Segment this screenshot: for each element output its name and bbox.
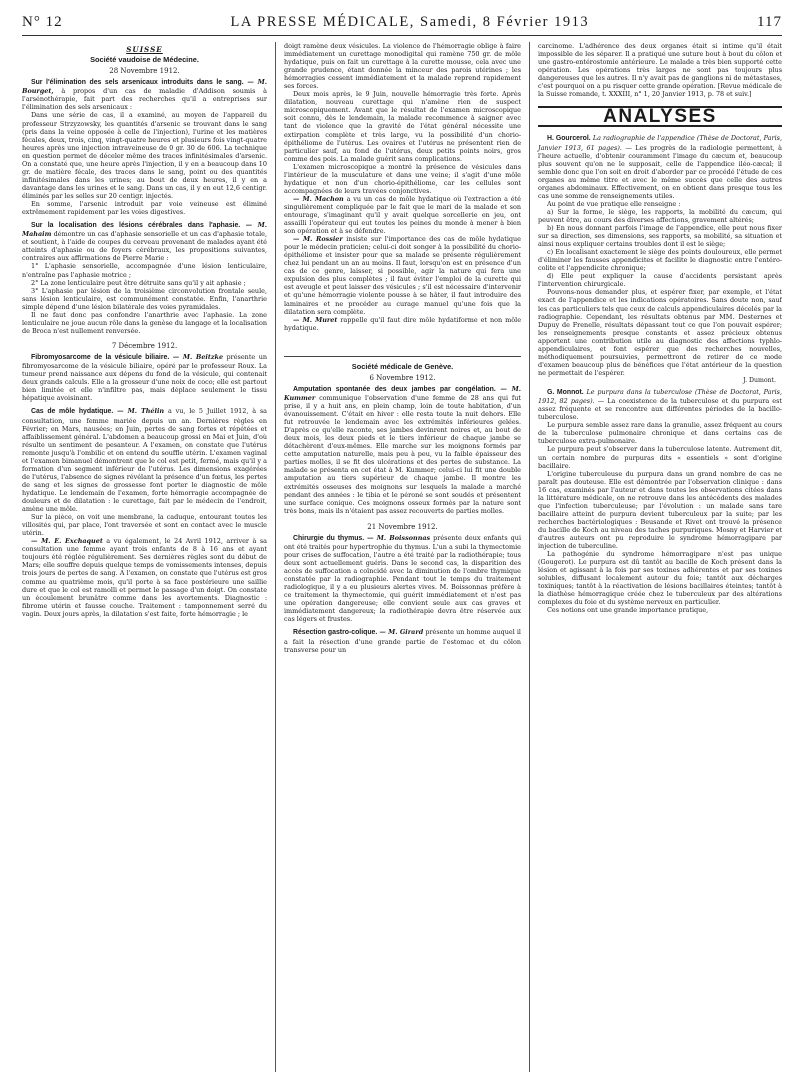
- paragraph: Pouvons-nous demander plus, et espérer fixer, par exemple, et l'état exact de l'appendice et les indications opératoires. Sans doute non, sauf les cas particuliers tels que ceux de calculs appendiculaires décelés par la radiographie. Cependant, les résultats obtenus par MM. Desternes et Dupuy de Frenelle, résultats dépassant tout ce que l'on pouvait espérer; les renseignements presque constants et assez précieux obtenus apportent une contribution utile au diagnostic des affections typhlo-appendiculaires, et font espérer que des recherches nouvelles, méthodiquement poursuivies, permettront de retirer de ce mode d'examen beaucoup plus de bénéfices que l'état antérieur de la question ne permettait de l'espérer.: [538, 288, 782, 377]
- review-gourcerol: [538, 134, 782, 200]
- article-thymus: [284, 534, 521, 624]
- meeting-date: 21 Novembre 1912.: [367, 522, 438, 531]
- paragraph: a vu, le 5 Juillet 1912, à sa consultation, une femme mariée depuis un an. Dernières règles en Février; en Mars, nausées; en Juin, pertes de sang fortes et répétées et affaiblissement général. L'abdomen a beaucoup grossi en Mai et Juin, d'où résulte un sentiment de pesanteur. A l'examen, on constate que l'utérus remonte jusqu'à l'ombilic et on entend du souffle utérin. L'examen vaginal et l'examen bimanuel démontrent que le col est petit, fermé, mais qu'il y a formation d'un segment inférieur de l'utérus. Les dimensions exagérées de l'utérus, l'absence de signes révélant la présence d'un fœtus, les pertes de sang et les signes de grossesse font porter le diagnostic de môle hydatique. Le lendemain de l'examen, forte hémorragie accompagnée de douleurs et de dilatation : le curettage, fait par le médecin de l'endroit, amène une môle.: [22, 407, 268, 514]
- column-2: [276, 42, 530, 1072]
- paragraph: La pathogénie du syndrome hémorragipare n'est pas unique (Gougerot). Le purpura est dû tantôt au bacille de Koch présent dans la lésion et agissant à la fois par ses toxines adhérentes et par ses toxines solubles, diffusant localement autour du foie; tantôt aux décharges toxiniques; tantôt à la réactivation de lésions bacillaires éteintes; tantôt à la diathèse hémorragique créée chez le tuberculeux par des altérations complexes du foie et du système nerveux en particulier.: [538, 550, 782, 607]
- paragraph: Il ne faut donc pas confondre l'anarthrie avec l'aphasie. La zone lenticulaire ne joue aucun rôle dans la genèse du langage et la localisation de Broca n'est nullement renversée.: [22, 310, 267, 335]
- paragraph: à propos d'un cas de maladie d'Addison soumis à l'arsénothérapie, fait part des recherches qu'il a entreprises sur l'élimination des sels arsenicaux :: [22, 87, 267, 112]
- article-resection: [284, 628, 521, 653]
- article-author: — M. Beitzke: [172, 352, 224, 361]
- article-mole: [22, 407, 267, 513]
- article-elimination: [22, 78, 267, 111]
- article-title: Résection gastro-colique.: [293, 629, 378, 637]
- list-item: b) En nous donnant parfois l'image de l'appendice, elle peut nous fixer sur sa direction, ses dimensions, ses rapports, sa mobilité, sa situation et ainsi nous expliquer certains troubles dont il est le siège;: [538, 224, 782, 249]
- paragraph-text: rappelle qu'il faut dire môle hydatiforme et non môle hydatique.: [284, 315, 522, 332]
- article-author: — M. Thélin: [117, 407, 165, 416]
- list-item: a) Sur la forme, le siège, les rapports, la mobilité du cæcum, qui peuvent être, au cours des diverses affections, gravement altérés;: [538, 207, 782, 224]
- article-author: — M. Bourget,: [22, 78, 268, 96]
- paragraph: [284, 235, 521, 315]
- reviewer-signature: J. Dumont.: [743, 376, 776, 384]
- paragraph: En somme, l'arsenic introduit par voie veineuse est éliminé extrêmement rapidement par les voies digestives.: [22, 200, 267, 217]
- paragraph: [284, 195, 521, 235]
- article-title: Chirurgie du thymus.: [293, 534, 365, 542]
- article-amputation: [284, 385, 521, 515]
- article-author: — M. Kummer: [284, 384, 522, 402]
- paragraph: L'examen microscopique a montré la présence de vésicules dans l'intérieur de la musculature et dans une veine; il s'agit d'une môle hydatique et non d'un chorio-épithéliome, car les cellules sont accompagnées de leurs travées conjonctives.: [284, 162, 521, 195]
- paragraph: — La coexistence de la tuberculose et du purpura est assez fréquente et se rencontre aux différentes périodes de la bacillo-tuberculose.: [538, 397, 782, 422]
- article-author: — M. Rossier: [293, 235, 343, 244]
- paragraph: Le purpura semble assez rare dans la granulie, assez fréquent au cours de la tuberculose pulmonaire chronique et dans certains cas de tuberculose extra-pulmonaire.: [538, 421, 782, 446]
- article-author: — M. Boissonnas: [367, 533, 431, 542]
- paragraph: présente un homme auquel il a fait la résection d'une grande partie de l'estomac et du côlon transverse pour un: [284, 628, 521, 654]
- paragraph: Sur la pièce, on voit une membrane, la caduque, entourant toutes les villosités qui, par place, l'ont traversée et sont en contact avec le muscle utérin.: [22, 513, 267, 538]
- paragraph: Deux mois après, le 9 Juin, nouvelle hémorragie très forte. Après dilatation, nouveau curettage qui n'amène rien de suspect microscopiquement. Avant que le résultat de l'examen microscopique soit connu, dès le lendemain, la malade recommence à saigner avec tant de violence que la gravité de l'état général nécessite une extirpation complète et très large, vu la possibilité d'un chorio-épithéliome de l'utérus. Les ovaires et l'utérus ne présentent rien de particulier sauf, au fond de l'utérus, deux petits points noirs, gros comme des pois. La malade guérit sans complications.: [284, 90, 521, 163]
- paragraph: Le purpura peut s'observer dans la tuberculose latente. Autrement dit, un certain nombre de purpuras dits « essentiels » sont d'origine bacillaire.: [538, 445, 782, 470]
- column-1: [22, 42, 276, 1072]
- article-title: Fibromyosarcome de la vésicule biliaire.: [31, 353, 170, 361]
- paragraph: Ces notions ont une grande importance pratique,: [547, 606, 709, 615]
- paragraph-text: a vu également, le 24 Avril 1912, arriver à sa consultation une femme ayant trois enfants de 8 à 16 ans et ayant toujours été réglée régulièrement. Ses dernières règles sont du début de Mars; elle souffre depuis quelque temps de vomissements intenses, depuis trois jours de pertes de sang. A l'examen, on constate que l'utérus est gros comme au quatrième mois, qu'il porte à sa face postérieure une saillie dure et que le col est ramolli et permet le passage d'un doigt. On constate un écoulement brunâtre comme dans les avortements. Diagnostic : fibrome utérin et fausse couche. Traitement : tamponnement serré du vagin. Deux jours après, la dilatation s'est faite, forte hémorragie ; le: [22, 537, 267, 618]
- meeting-date: 28 Novembre 1912.: [109, 67, 180, 76]
- list-item: 2° La zone lenticulaire peut être détruite sans qu'il y ait aphasie ;: [31, 278, 246, 287]
- article-aphasie: [22, 221, 267, 262]
- column-3: [530, 42, 782, 1072]
- article-title: Sur la localisation des lésions cérébrales dans l'aphasie.: [31, 222, 241, 230]
- paragraph: présente un fibromyosarcome de la vésicule biliaire, opéré par le professeur Roux. La tumeur prend naissance aux dépens du fond de la vésicule, qui contenait deux grands calculs. Elle a la grosseur d'une noix de coco; elle est partout bien limitée et elle n'infiltre pas, mais déplace seulement le tissu hépatique avoisinant.: [22, 352, 267, 403]
- paragraph: Au point de vue pratique elle renseigne :: [547, 199, 681, 208]
- review-title: Le purpura dans la tuberculose: [586, 387, 693, 396]
- list-item: d) Elle peut expliquer la cause d'accidents persistant après l'intervention chirurgicale.: [538, 272, 782, 289]
- article-title: Cas de môle hydatique.: [31, 408, 114, 416]
- issue-number: N° 12: [22, 14, 63, 30]
- article-title: Amputation spontanée des deux jambes par congélation.: [293, 385, 496, 393]
- meeting-date: 7 Décembre 1912.: [111, 341, 178, 350]
- journal-title: LA PRESSE MÉDICALE, Samedi, 8 Février 1913: [230, 14, 590, 30]
- paragraph: carcinome. L'adhérence des deux organes était si intime qu'il était impossible de les séparer. Il a pratiqué une suture bout à bout du côlon et une gastro-entérostomie antérieure. Le malade a très bien supporté cette opération. Les opérations très larges ne sont pas toujours plus dangereuses que les autres. Il n'y avait pas de ganglions ni de métastases, c'est pourquoi on a pu risquer cette grande opération. [Revue médicale de la Suisse romande, t. XXXIII, n° 1, 20 Janvier 1913, p. 78 et suiv.]: [538, 42, 782, 99]
- running-head: [22, 14, 782, 36]
- review-reference: (Thèse de Doctorat, Paris, 1912, 82 pages).: [538, 387, 782, 406]
- list-item: c) En localisant exactement le siège des points douloureux, elle permet d'éliminer les fausses appendicites et facilite le diagnostic entre l'entéro-colite et l'appendicite chronique;: [538, 248, 782, 273]
- article-author: — M. Muret: [293, 315, 338, 324]
- review-author: G. Monnot.: [547, 388, 584, 396]
- review-author: H. Gourcerol.: [547, 135, 591, 143]
- paragraph: L'origine tuberculeuse du purpura dans un grand nombre de cas ne paraît pas douteuse. Elle est démontrée par l'observation clinique : dans 16 cas, examinés par l'auteur et dans toutes les observations citées dans la littérature médicale, on ne retrouve dans les antécédents des malades que l'infection tuberculeuse; par l'évolution : un malade sans tare bacillaire atteint de purpura devient tuberculeux par la suite; par les recherches bactériologiques : Beusande et Rivet ont trouvé la présence du bacille de Koch au niveau des taches purpuriques. Mosny et Harvier et d'autres auteurs ont pu reproduire le syndrome hémorragipare par injection de tuberculine.: [538, 469, 782, 551]
- article-fibromyosarcome: [22, 353, 267, 402]
- paragraph: — Les progrès de la radiologie permettent, à l'heure actuelle, d'obtenir couramment l'image du cæcum et, beaucoup plus souvent qu'on ne le supposait, celle de l'appendice iléo-cæcal; il semble donc que l'on soit en droit d'aborder par ce procédé l'étude de ces organes au même titre et avec le même succès que celle des autres organes abdominaux. Effectivement, on en obtient dans presque tous les cas une somme de renseignements utiles.: [538, 143, 782, 200]
- review-reference: (Thèse de Doctorat, Paris, Janvier 1913, 61 pages).: [538, 134, 782, 152]
- section-heading-analyses: ANALYSES: [538, 106, 782, 127]
- paragraph-text: insiste sur l'importance des cas de môle hydatique pour le médecin praticien; celui-ci doit songer à la possibilité du chorio-épithéliome et insister pour que sa malade se présente régulièrement chez lui pendant un an au moins. Il faut, lorsqu'on est en présence d'un cas de ce genre, laisser, si possible, agir la nature qui fera une expulsion des plus complètes ; il faut éviter l'emploi de la curette qui est aveugle et peut laisser des vésicules ; s'il est nécessaire d'intervenir et qu'une hémorragie violente pousse à se hâter, il faut introduire des laminaires et ne procéder au curage manuel qu'une fois que la dilatation sera complète.: [284, 235, 521, 316]
- paragraph: doigt ramène deux vésicules. La violence de l'hémorragie oblige à faire immédiatement un curettage monodigital qui ramène 750 gr. de môle hydatique, puis on fait un curettage à la curette mousse, cela avec une grande prudence, étant donnée la minceur des parois utérines ; les hémorragies cessent immédiatement et la malade reprend rapidement ses forces.: [284, 42, 521, 91]
- society-heading: Société médicale de Genève.: [351, 361, 454, 371]
- paragraph-text: a vu un cas de môle hydatique où l'extraction a été singulièrement compliquée par le fait que le mari de la malade et son entourage, s'imaginant qu'il y avait quelque sorcellerie en jeu, ont assailli l'opérateur qui eut toutes les peines du monde à mener à bien son opération et à se défendre.: [284, 194, 521, 236]
- list-item: 3° L'aphasie par lésion de la troisième circonvolution frontale seule, sans lésion lenticulaire, est communément constatée. Enfin, l'anarthrie simple dépend d'une lésion bilatérale des voies pyramidales.: [22, 286, 267, 311]
- paragraph: démontre un cas d'aphasie sensorielle et un cas d'aphasie totale, et soutient, à l'aide de coupes du cerveau provenant de malades ayant été atteints d'aphasie ou de foyers cérébraux, les propositions suivantes, contraires aux affirmations de Pierre Marie :: [22, 230, 267, 263]
- society-heading: Société vaudoise de Médecine.: [90, 55, 199, 65]
- paragraph: communique l'observation d'une femme de 28 ans qui fut prise, il y a huit ans, en plein champ, loin de toute habitation, d'un évanouissement. C'était en hiver : elle resta toute la nuit dehors. Elle fut retrouvée le lendemain avec les extrémités inférieures gelées. D'après ce qu'elle raconte, ses jambes devinrent noires et, au bout de deux mois, les deux pieds et le tiers inférieur de chaque jambe se détachèrent d'eux-mêmes. Elle marche sur les moignons formés par cette amputation naturelle, mais peu à peu, vu la faible épaisseur des parties molles, il se fit des ulcérations et des pertes de substance. La malade se présenta en cet état à M. Kummer; celui-ci lui fit une double amputation au tiers supérieur de chaque jambe. Il montre les extrémités osseuses des moignons sur lesquels la malade a marché pendant des années : le tibia et le péroné se sont soudés et présentent une surface conique. Ces moignons osseux formés par la nature sont très bons, mais ils n'étaient pas assez recouverts de parties molles.: [284, 393, 521, 515]
- article-author: — M. Girard: [379, 628, 424, 637]
- article-title: Sur l'élimination des sels arsenicaux introduits dans le sang.: [31, 79, 244, 87]
- article-author: — M. Mahaim: [22, 221, 268, 239]
- review-monnot: [538, 388, 782, 421]
- article-author: — M. Machon: [293, 194, 344, 203]
- paragraph: présente deux enfants qui ont été traités pour hypertrophie du thymus. L'un a subi la thymectomie pour crises de suffocation, l'autre a été traité par la radiothérapie; tous deux sont actuellement guéris. Dans le second cas, la disparition des accès de suffocation a coïncidé avec la diminution de l'ombre thymique constatée par la radiographie. Pendant tout le temps du traitement radiologique, il y a eu plusieurs alertes vives. M. Boissonnas préfère à ce traitement la thymectomie, qui guérit immédiatement et n'est pas une opération dangereuse; elle convient seule aux cas graves et immédiatement dangereux; la radiothérapie devra être réservée aux cas légers et frustes.: [284, 533, 521, 624]
- paragraph: [284, 316, 521, 332]
- article-author: — M. E. Exchaquet: [31, 537, 103, 546]
- country-heading: SUISSE: [126, 45, 163, 54]
- list-item: 1° L'aphasie sensorielle, accompagnée d'une lésion lenticulaire, n'entraîne pas l'aphasie motrice ;: [22, 262, 267, 279]
- paragraph: Dans une série de cas, il a examiné, au moyen de l'appareil du professeur Strzyzowsky, les quantités d'arsenic se trouvant dans le sang (pris dans la veine opposée à celle de l'injection), l'urine et les matières fécales, deux, trois, cinq, vingt-quatre heures et plusieurs fois vingt-quatre heures après une injection intraveineuse de 0 gr. 30 de 606. La technique en question permet de déceler même des traces infinitésimales d'arsenic. On a constaté que, une heure après l'injection, il y en a beaucoup dans 10 gr. de matière fécale, des traces dans le sang, point ou des quantités infinitésimales dans les urines; au bout de deux heures, il y en a davantage dans les urines et le sang. Dans un cas, il y en eut 12,6 centigr. éliminés par les selles sur 20 centigr. injectés.: [22, 111, 267, 200]
- review-title: La radiographie de l'appendice: [592, 134, 695, 143]
- meeting-date: 6 Novembre 1912.: [369, 373, 436, 382]
- paragraph: [22, 537, 267, 617]
- page-number: 117: [757, 14, 782, 30]
